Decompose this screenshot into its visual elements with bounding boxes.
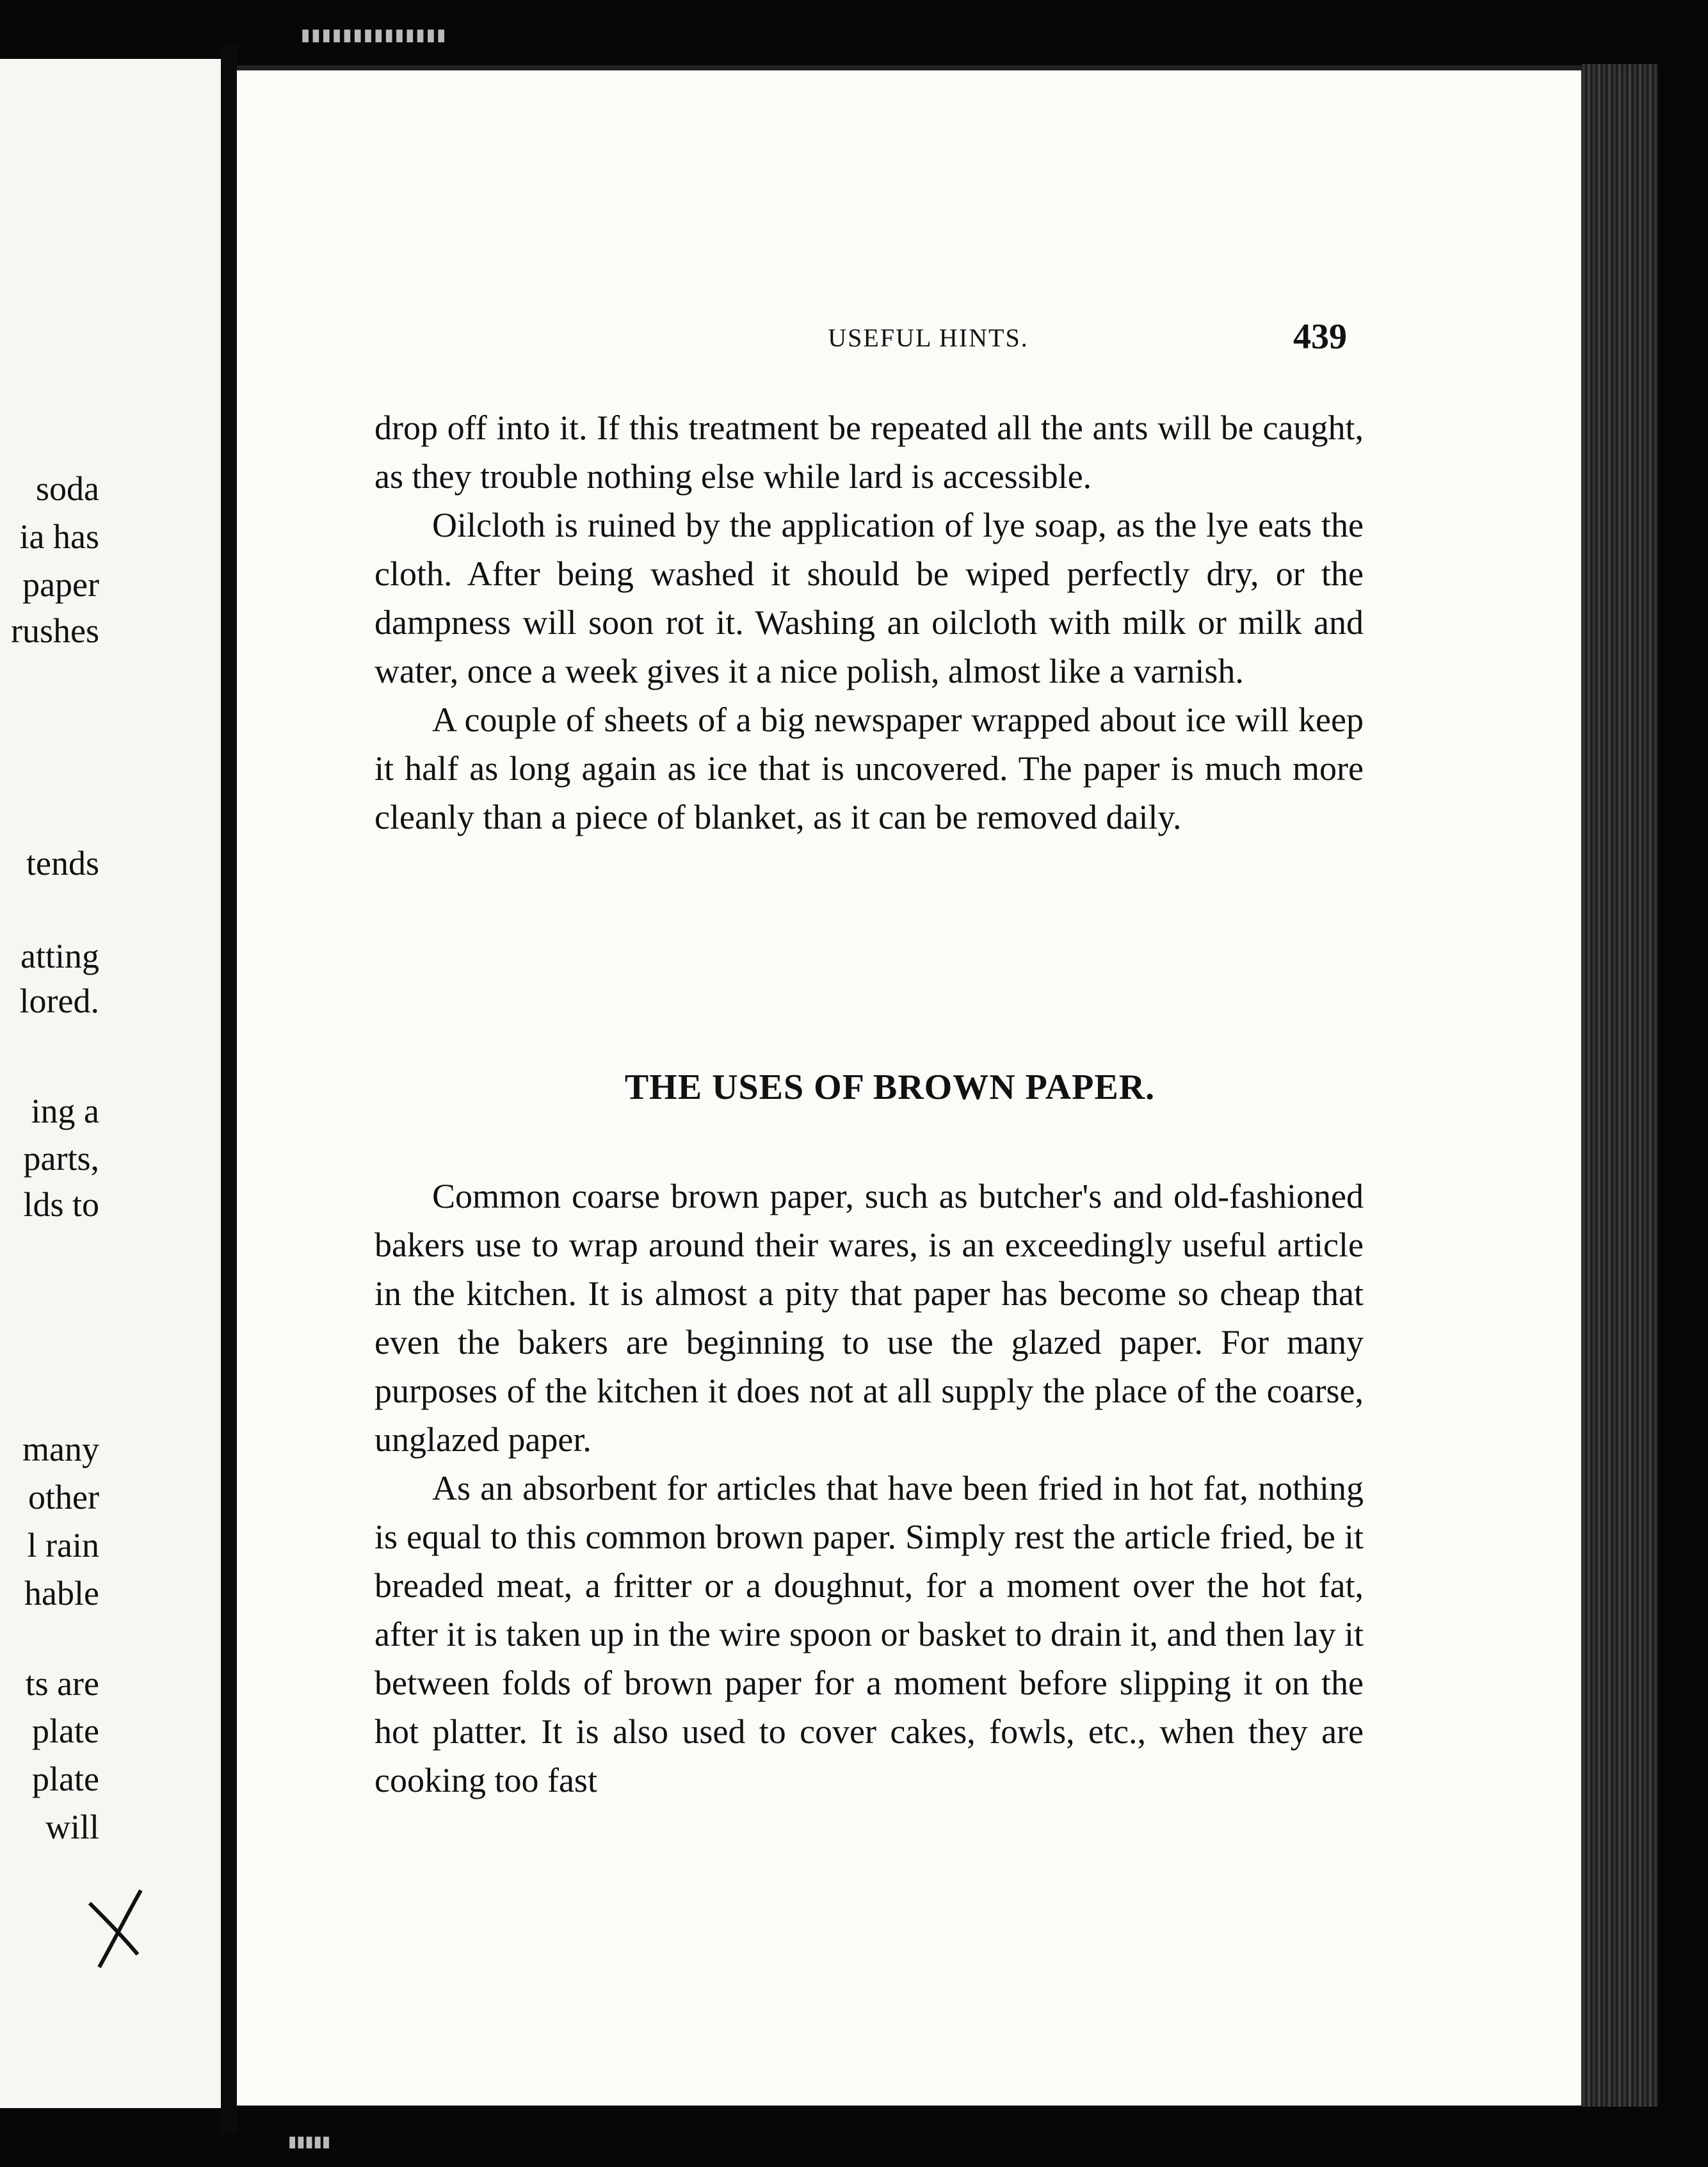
left-page-fragment: other (28, 1478, 99, 1516)
body-text-bottom (375, 1172, 1364, 1805)
left-page-fragment: ia has (19, 517, 99, 556)
brown-paper-paragraph-2: As an absorbent for articles that have been fried in hot fat, nothing is equal to this common brown paper. Simply rest the article fried, be it breaded meat, a fritter or a doughnut, for a moment over the hot fat, after it is taken up in the wire spoon or basket to drain it, and then lay it between folds of brown paper for a moment before slipping it on the hot platter. It is also used to cover cakes, fowls, etc., when they are cooking too fast (375, 1469, 1364, 1799)
left-page-fragment: hable (24, 1574, 99, 1612)
right-page (237, 65, 1588, 2106)
left-page-fragment: plate (32, 1760, 99, 1798)
left-page-fragment: ing a (31, 1092, 99, 1130)
left-page (0, 59, 221, 2108)
continuation-paragraph: drop off into it. If this treatment be repeated all the ants will be caught, as they trouble nothing else while lard is accessible. (375, 409, 1364, 496)
left-page-fragment: l rain (27, 1526, 99, 1564)
body-text-top (375, 403, 1364, 841)
page-edges (1581, 64, 1658, 2107)
left-page-fragment: will (45, 1808, 99, 1846)
scan-top-marks: ▮▮▮▮▮▮▮▮▮▮▮▮▮▮ (301, 26, 447, 44)
book-gutter (221, 45, 238, 2132)
left-page-fragment: parts, (23, 1139, 99, 1178)
newspaper-paragraph: A couple of sheets of a big newspaper wrapped about ice will keep it half as long again as ice that is uncovered. The paper is much more cleanly than a piece of blanket, as it can be removed daily. (375, 701, 1364, 836)
brown-paper-paragraph-1: Common coarse brown paper, such as butcher's and old-fashioned bakers use to wrap around their wares, is an exceedingly useful article in the kitchen. It is almost a pity that paper has become so cheap that even the bakers are beginning to use the glazed paper. For many purposes of the kitchen it does not at all supply the place of the coarse, unglazed paper. (375, 1177, 1364, 1459)
left-page-fragment: rushes (11, 612, 99, 650)
left-page-fragment: plate (32, 1712, 99, 1750)
left-page-fragment: soda (36, 469, 99, 508)
running-head: USEFUL HINTS. (828, 323, 1029, 352)
handwritten-x-mark-icon (77, 1878, 154, 1974)
section-heading: THE USES OF BROWN PAPER. (624, 1067, 1156, 1107)
left-page-fragment: paper (22, 565, 99, 604)
oilcloth-paragraph: Oilcloth is ruined by the application of lye soap, as the lye eats the cloth. After being washed it should be wiped perfectly dry, or the dampness will soon rot it. Washing an oilcloth with milk or milk and water, once a week gives it a nice polish, almost like a varnish. (375, 506, 1364, 690)
left-page-fragment: many (22, 1430, 99, 1468)
page-number: 439 (1293, 317, 1347, 357)
left-page-fragment: tends (26, 844, 99, 882)
left-page-fragment: lored. (19, 982, 99, 1020)
left-page-fragment: ts are (25, 1664, 99, 1703)
left-page-fragment: atting (20, 937, 99, 975)
left-page-fragment: lds to (23, 1185, 99, 1224)
scan-bottom-marks: ▮▮▮▮▮ (288, 2134, 331, 2150)
